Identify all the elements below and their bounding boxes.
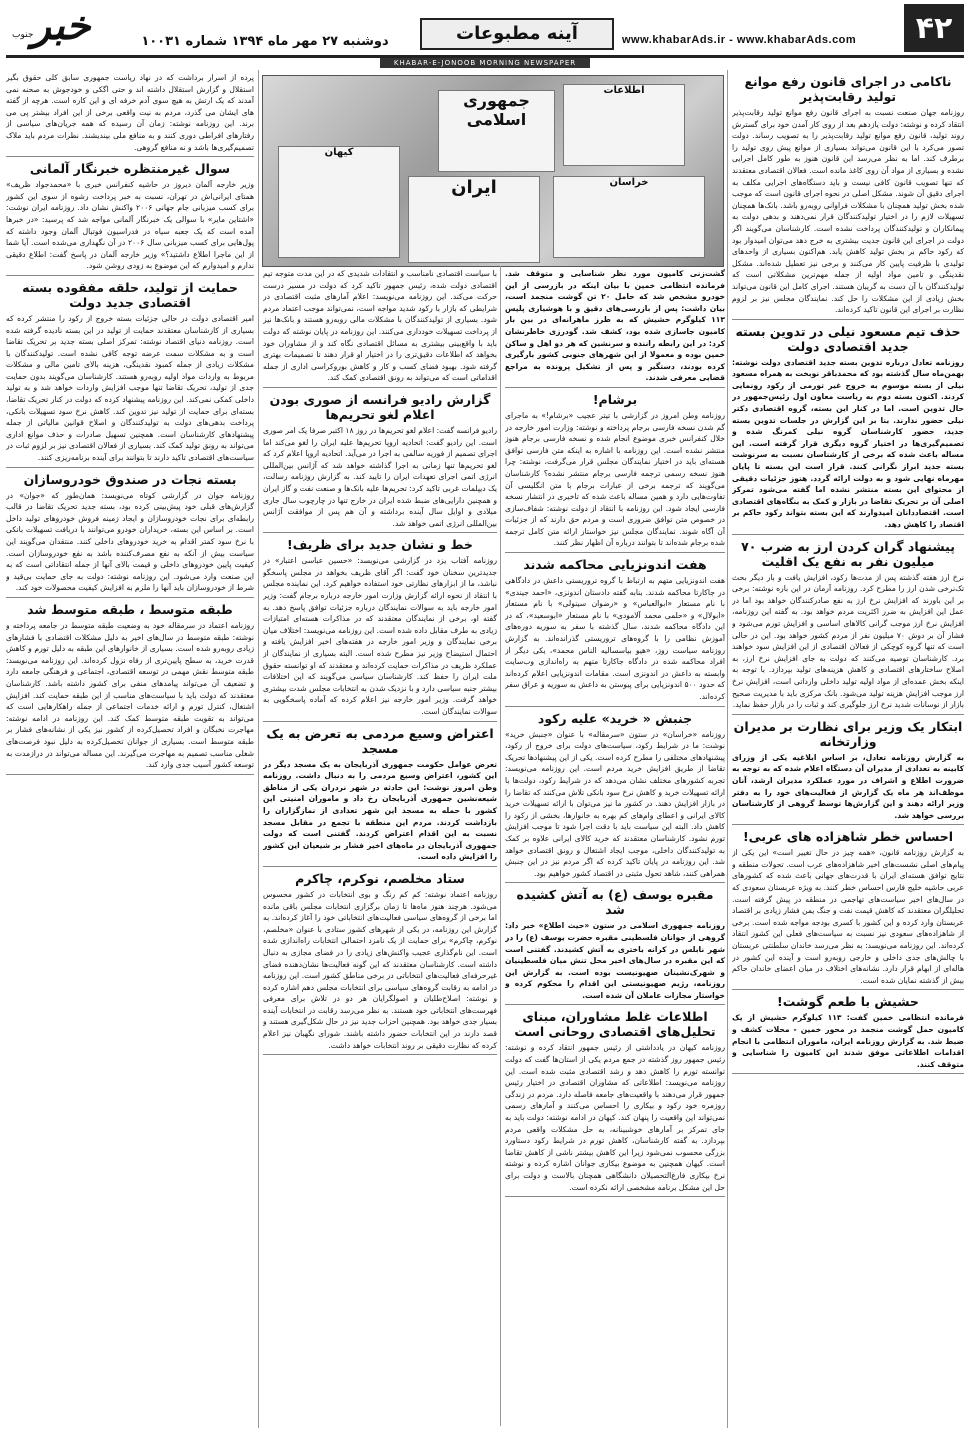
newspaper-front: جمهوری اسلامی (438, 90, 555, 172)
article-headline[interactable]: بسته نجات در صندوق خودروسازان (23, 471, 237, 487)
article-body: روزنامه جهان صنعت نسبت به اجرای قانون رفع موانع تولید رقابت‌پذیر انتقاد کرده و نوشته: دولت یازدهم بعد از روی کار آمدن خود برای گسترش روند تولید، قانون رفع موانع تولید رقابت‌پذیر را به تصویب رساند. دولت تصور می‌کرد با این قانون می‌تواند بسیاری از موانع پیش روی تولید را برطرف کند. اما به نظر می‌رسد این قانون هنوز به طور کامل اجرایی نشده و بسیاری از مواد آن روی کاغذ مانده است. فعالان اقتصادی معتقدند که تنها تصویب قانون کافی نیست و باید دستگاه‌های اجرایی مکلف به اجرای دقیق آن شوند. مشکل اصلی در نحوه اجرای قانون است که موجب شده بخش تولید همچنان با مشکلات فراوانی روبه‌رو باشد. بانک‌ها همچنان تسهیلات لازم را در اختیار تولیدکنندگان قرار نمی‌دهند و بدهی دولت به پیمانکاران و تولیدکنندگان پرداخت نشده است. کارشناسان می‌گویند اگر دولت در اجرای این قانون جدیت بیشتری به خرج دهد می‌توان امیدوار بود که رکود حاکم بر بخش تولید کاهش یابد. هم‌اکنون بسیاری از واحدهای تولیدی با ظرفیت پایین کار می‌کنند و برخی نیز تعطیل شده‌اند. مشکل نقدینگی و تامین مواد اولیه از جمله مهم‌ترین مشکلاتی است که تولیدکنندگان با آن دست به گریبان هستند. اجرای کامل این قانون می‌تواند بخش زیادی از این مشکلات را حل کند. نمایندگان مجلس نیز بر لزوم نظارت بر اجرای این قانون تاکید کرده‌اند. (732, 108, 964, 315)
article-divider (732, 534, 964, 535)
article-divider (505, 387, 725, 388)
article-headline[interactable]: هفت اندونزیایی محاکمه شدند (523, 557, 707, 573)
article-divider (263, 532, 497, 533)
article-divider (263, 721, 497, 722)
article (505, 392, 725, 553)
article-body: به گزارش روزنامه تعادل، بر اساس ابلاغیه یکی از وزرای کابینه به تعدادی از مدیران آن دستگاه اعلام شده که به توجه به ضرورت اطلاع و اشراف در مورد عملکرد مدیران ارشد، آنان موظف‌اند هر ماه یک گزارش از فعالیت‌های خود را به دفتر وزیر ارائه دهند و این گزارش‌ها توسط گروهی از کارشناسان بررسی خواهد شد. (732, 752, 964, 820)
article (6, 161, 254, 276)
newspaper-front: خراسان (553, 176, 705, 258)
article (6, 472, 254, 598)
article-headline[interactable]: اعتراض وسیع مردمی به تعرض به یک مسجد (266, 725, 494, 756)
newspaper-front: کیهان (278, 146, 400, 258)
section-title: آینه مطبوعات (420, 18, 614, 50)
article (6, 602, 254, 775)
column-middle-right (505, 268, 725, 1428)
article-body: فرمانده انتظامی خمین گفت: ۱۱۳ کیلوگرم حشیش از یک کامیون حمل گوشت منجمد در محور خمین - محلات کشف و ضبط شد. به گزارش روزنامه ایران، ماموران انتظامی با انجام اقدامات اطلاعاتی موفق شدند این کامیون را شناسایی و متوقف کنند. (732, 1013, 964, 1069)
article-headline[interactable]: ستاد مخلصم، نوکرم، چاکرم (295, 870, 465, 886)
article (505, 1009, 725, 1197)
article-divider (6, 275, 254, 276)
article-headline[interactable]: ناکامی در اجرای قانون رفع موانع تولید رقابت‌پذیر (744, 74, 952, 104)
article-body: هفت اندونزیایی متهم به ارتباط با گروه تروریستی داعش در دادگاهی در جاکارتا محاکمه شدند. بنابه گفته دادستان اندونزی، «احمد جیندی» با نام مستعار «ابوالعباس» و «رضوان سینولی» با نام مستعار «ابولال» و «حلمی محمد آلامودی» با نام مستعار «ابوسعید»، که در این دادگاه محاکمه شدند، سال گذشته با سفر به سوریه دوره‌های آموزش نظامی را با گروه‌های تروریستی گذرانده‌اند. به گزارش روزنامه سیاست روز، «هیو بیاسسالیه الناس محمد»، یکی دیگر از افراد محاکمه شده در دادگاه جاکارتا متهم به راه‌اندازی وب‌سایت وابسته به داعش در اندونزی است. مقامات اندونزیایی اعلام کرده‌اند که حدود ۵۰۰ اندونزیایی برای پیوستن به داعش به سوریه و عراق سفر کرده‌اند. (505, 576, 725, 701)
article-body: رادیو فرانسه گفت: اعلام لغو تحریم‌ها در روز ۱۸ اکتبر صرفا یک امر صوری است. این رادیو گفت: اتحادیه اروپا تحریم‌ها علیه ایران را لغو می‌کند اما اجرای تصمیم از فوریه سالمی به اجرا در می‌آید. اتحادیه اروپا اعلام کرد که لغو تحریم‌ها تنها زمانی به اجرا گذاشته خواهد شد که آژانس بین‌المللی انرژی اتمی اجرای تعهدات ایران را تایید کند. به گزارش روزنامه رسالت، یک دیپلمات غربی تاکید کرد: تحریم‌ها علیه بانک‌ها و صنعت نفت و گاز ایران و همچنین دارایی‌های ضبط شده ایران در خارج تنها در چارچوب سال جاری میلادی و اوایل سال آینده برداشته و آن هم پس از موافقت آژانس بین‌المللی انرژی اتمی خواهد شد. (263, 425, 497, 528)
article (263, 268, 497, 388)
article (263, 871, 497, 1055)
column-divider (258, 70, 259, 1428)
article-divider (6, 597, 254, 598)
column-divider (727, 70, 728, 1428)
article (732, 829, 964, 990)
article-body: روزنامه جوان در گزارشی کوتاه می‌نویسد: همان‌طور که «جوان» در گزارش‌های قبلی خود پیش‌بینی کرده بود، بسته جدید تحریک تقاضا در قالب رابطه‌ای برای نجات خودروسازان و ایجاد زمینه فروش خودروهای تولید داخل است. بر اساس این بسته، خریداران خودرو می‌توانند با دریافت تسهیلات بانکی با نرخ سود کمتر اقدام به خرید خودروهای داخلی کنند. منتقدان می‌گویند این سیاست بیش از آنکه به نفع مصرف‌کننده باشد به نفع خودروسازان است. کیفیت پایین خودروهای داخلی و قیمت بالای آنها از جمله انتقاداتی است که به این صنعت وارد می‌شود. این روزنامه نوشته: دولت به جای حمایت بی‌قید و شرط از خودروسازان باید آنها را ملزم به افزایش کیفیت محصولات خود کند. (6, 490, 254, 593)
article-body: روزنامه تعادل درباره تدوین بسته جدید اقتصادی دولت نوشته: بهمن‌ماه سال گذشته بود که محمدباقر نوبخت به همراه مسعود نیلی از بسته موسوم به خروج غیر تورمی از رکود رونمایی کردند. اکنون بسته دوم به ریاست معاون اول رئیس‌جمهور در حال تدوین است. اما در کنار این بسته، گروه اقتصادی دکتر نیلی حضور ندارند. بنا بر این گزارش در جلسات تدوین بسته جدید، حضور کارشناسان گروه نیلی کمرنگ شده و تصمیم‌گیری‌ها در اختیار گروه دیگری قرار گرفته است. این مساله باعث شده که برخی از کارشناسان نسبت به سرنوشت بسته جدید ابراز نگرانی کنند. قرار است این بسته تا پایان مهرماه نهایی شود و به دولت ارائه گردد. هنوز جزئیات دقیقی از محتوای این بسته منتشر نشده اما گفته می‌شود تمرکز اصلی آن بر تحریک تقاضا در بازار و کمک به بنگاه‌های اقتصادی است. اقتصاددانان امیدوارند که این بسته بتواند رکود حاکم بر اقتصاد را کاهش دهد. (732, 357, 964, 529)
article-divider (505, 882, 725, 883)
article (263, 726, 497, 867)
article-body: نرخ ارز هفته گذشته پس از مدت‌ها رکود، افزایش یافت و بار دیگر بحث تک‌نرخی شدن ارز را مطرح کرد. روزنامه آرمان در این باره نوشته: برخی بر این باورند که افزایش نرخ ارز به نفع صادرکنندگان خواهد بود اما در عمل این افزایش به ضرر اکثریت مردم خواهد بود. به گفته این روزنامه، افزایش نرخ ارز موجب گرانی کالاهای اساسی و افزایش تورم می‌شود و فشار آن بر دوش ۷۰ میلیون نفر از مردم کشور خواهد بود. این در حالی است که تنها گروه کوچکی از فعالان اقتصادی از این افزایش سود خواهند برد. کارشناسان توصیه می‌کنند که دولت به جای افزایش نرخ ارز، به اصلاح ساختارهای اقتصادی و کاهش هزینه‌های تولید بپردازد. با توجه به اینکه بخش عمده‌ای از مواد اولیه تولید داخلی وارداتی است، افزایش نرخ ارز موجب افزایش هزینه تولید می‌شود. بانک مرکزی باید با مدیریت صحیح بازار از نوسانات شدید نرخ ارز جلوگیری کند و ثبات را در بازار حفظ نماید. (732, 572, 964, 710)
english-subhead: KHABAR-E-JONOOB MORNING NEWSPAPER (380, 58, 590, 68)
article-divider (263, 1054, 497, 1055)
article-body: وزیر خارجه آلمان دیروز در حاشیه کنفرانس خبری با «محمدجواد ظریف» همتای ایرانی‌اش در تهران، نسبت به خبر پرداخت رشوه از سوی این کشور برای کسب میزبانی جام جهانی ۲۰۰۶ واکنش نشان داد. روزنامه ایران نوشت: «اشتاین مایر» با سوالی یک خبرنگار آلمانی مواجه شد که پرسید: «در خبرها آمده است که یک جعبه سیاه در فدراسیون فوتبال آلمان وجود داشته که پول‌هایی برای کسب میزبانی سال ۲۰۰۶ در آن نگهداری می‌شده است. آیا شما از این ماجرا اطلاع داشتید؟» وزیر خارجه آلمان در پاسخ گفت: اطلاع دقیقی ندارم و امیدوارم که این موضوع به زودی روشن شود. (6, 180, 254, 271)
article-body: روزنامه آفتاب یزد در گزارشی می‌نویسد: «حسین عباسی اعتبار» در جدیدترین سخنان خود گفت: اگر آقای ظریف بخواهد در مجلس پاسخگو نباشد، ما از ابزارهای نظارتی خود استفاده خواهیم کرد. این نماینده مجلس با انتقاد از نحوه ارائه گزارش وزارت امور خارجه درباره برجام گفت: وزیر امور خارجه باید به سوالات نمایندگان درباره جزئیات توافق پاسخ دهد. به گفته او، برخی از نمایندگان معتقدند که در مذاکرات هسته‌ای امتیازات زیادی به طرف مقابل داده شده است. این روزنامه می‌نویسد: اختلاف میان برخی نمایندگان و وزیر امور خارجه در هفته‌های اخیر افزایش یافته و احتمال استیضاح وزیر نیز مطرح شده است. البته بسیاری از نمایندگان از عملکرد ظریف در مذاکرات حمایت کرده‌اند و معتقدند که او توانسته حقوق ملت ایران را حفظ کند. کارشناسان سیاسی می‌گویند که این اختلافات بیشتر جنبه سیاسی دارد و با نزدیک شدن به انتخابات مجلس شدت بیشتری خواهد گرفت. وزیر امور خارجه نیز اعلام کرده که آماده پاسخگویی به سوالات نمایندگان است. (263, 556, 497, 716)
article (505, 887, 725, 1005)
article-divider (505, 1004, 725, 1005)
article-divider (6, 156, 254, 157)
newspaper-front: ایران (408, 176, 540, 263)
article-headline[interactable]: حشیش با طعم گوشت! (777, 994, 919, 1010)
article (732, 719, 964, 826)
column-right (732, 72, 964, 1430)
masthead (0, 0, 970, 58)
article-divider (732, 989, 964, 990)
article-body: تعرض عوامل حکومت جمهوری آذربایجان به یک مسجد دیگر در این کشور، اعتراض وسیع مردمی را به دنبال داشت. روزنامه وطن امروز نوشت: این حادثه در شهر نردران یکی از مناطق شیعه‌نشین جمهوری آذربایجان رخ داد و ماموران امنیتی این کشور با حمله به مسجد این شهر تعدادی از نمازگزاران را بازداشت کردند. مردم این منطقه با تجمع در مقابل مسجد نسبت به این اقدام اعتراض کردند. گفتنی است که دولت جمهوری آذربایجان در ماه‌های اخیر فشار بر شیعیان این کشور را افزایش داده است. (263, 759, 497, 862)
article (263, 392, 497, 533)
article-divider (505, 552, 725, 553)
article-body: پرده از اسرار برداشت که در نهاد ریاست جمهوری سابق کلی حقوق بگیر استقلال و گزارش استقلال داشته اند و حتی اگکی و خودجوش به صحنه نمی آمدند که یک ارتش به هیچ سوی آدم خرفه ای و این کاره است. هرچه از گفته های ایشان می گذرد، مردم به نیت واقعی برخی از این افراد بیشتر پی می برند. این روزنامه نوشته: زمان آن رسیده که همه جریان‌های سیاسی از رفتارهای افراطی دوری کنند و به منافع ملی بیندیشند. نظرات مردم باید ملاک تصمیم‌گیری‌ها باشد و نه منافع گروهی. (6, 73, 254, 152)
article-headline[interactable]: طبقه متوسط ، طبقه متوسط شد (27, 601, 233, 617)
article-headline[interactable]: ابتکار یک وزیر برای نظارت بر مدیران وزارتخانه (733, 718, 963, 749)
article-headline[interactable]: احساس خطر شاهزاده های عربی! (742, 829, 953, 845)
article-body: به گزارش روزنامه قانون، «همه چیز در حال تغییر است» این یکی از پیام‌های اصلی نشست‌های اخیر شاهزاده‌های عرب است. تحولات منطقه و نتایج توافق هسته‌ای ایران با قدرت‌های جهانی باعث شده که کشورهای عربی حاشیه خلیج فارس احساس خطر کنند. به ویژه عربستان سعودی که در سال‌های اخیر سیاست‌های تهاجمی در منطقه در پیش گرفته است. تحلیلگران معتقدند که کاهش قیمت نفت و جنگ یمن فشار زیادی بر اقتصاد عربستان وارد کرده و این کشور با کسری بودجه مواجه شده است. برخی از شاهزاده‌های سعودی نیز نسبت به سیاست‌های فعلی این کشور انتقاد کرده‌اند. این روزنامه می‌نویسد: به نظر می‌رسد خاندان سلطنتی عربستان با چالش‌های جدی داخلی و خارجی روبه‌رو است و آینده این کشور در هاله‌ای از ابهام قرار دارد. نشانه‌های اختلاف در میان اعضای خاندان حاکم بیش از گذشته نمایان شده است. (732, 848, 964, 985)
article-headline[interactable]: سوال غیرمنتظره خبرنگار آلمانی (29, 161, 231, 177)
article (505, 268, 725, 388)
article-divider (732, 319, 964, 320)
newspapers-photo (262, 75, 724, 267)
article (732, 994, 964, 1074)
article-body: روزنامه کیهان در یادداشتی از رئیس جمهور انتقاد کرده و نوشته: رئیس جمهور روز گذشته در جمع مردم یکی از استان‌ها گفت که دولت توانسته تورم را کاهش دهد و رشد اقتصادی مثبت شده است. این روزنامه می‌نویسد: اطلاعاتی که مشاوران اقتصادی در اختیار رئیس جمهور قرار می‌دهند با واقعیت‌های جامعه فاصله دارد. مردم در زندگی روزمره خود رکود و بیکاری را احساس می‌کنند و آمارهای رسمی نمی‌تواند این واقعیت را پنهان کند. کیهان در ادامه نوشته: دولت باید به جای تمرکز بر آمارهای خوشبینانه، به حل مشکلات واقعی مردم بپردازد. به گفته کارشناسان، کاهش تورم در شرایط رکود دستاورد بزرگی محسوب نمی‌شود زیرا این کاهش بیشتر ناشی از کاهش تقاضا است. کیهان همچنین به موضوع بیکاری جوانان اشاره کرده و نوشته نرخ بیکاری فارغ‌التحصیلان دانشگاهی همچنان بالاست و دولت برای حل این مشکل برنامه مشخصی ارائه نکرده است. (505, 1043, 725, 1192)
article (732, 539, 964, 715)
article-headline[interactable]: حذف تیم مسعود نیلی در تدوین بسته جدید اقتصادی دولت (735, 323, 961, 354)
article-body: روزنامه «خراسان» در ستون «سرمقاله» با عنوان «جنبش خرید» نوشت: ما در شرایط رکود، سیاست‌های دولت برای خروج از رکود، پیشنهادهای مختلفی را مطرح کرده است. یکی از این پیشنهادها تحریک تقاضا از طریق افزایش خرید مردم است. این روزنامه می‌نویسد: تجربه کشورهای مختلف نشان می‌دهد که در شرایط رکود، دولت‌ها با ارائه تسهیلات خرید و کاهش نرخ سود بانکی تلاش می‌کنند که تقاضا را در بازار افزایش دهند. در کشور ما نیز می‌توان با ارائه تسهیلات خرید کالای ایرانی و اعطای وام‌های کم بهره به خانوارها، بخشی از رکود را کاهش داد. البته این سیاست باید با دقت اجرا شود تا موجب افزایش تورم نشود. کارشناسان معتقدند که خرید کالای ایرانی علاوه بر کمک به تولیدکنندگان داخلی، موجب ایجاد اشتغال و رونق اقتصادی خواهد شد. این روزنامه در پایان تاکید کرده که اگر مردم نیز در این جنبش همراهی کنند، شاهد تحول مثبتی در اقتصاد کشور خواهیم بود. (505, 729, 725, 878)
dateline: دوشنبه ۲۷ مهر ماه ۱۳۹۴ شماره ۱۰۰۳۱ (141, 34, 389, 49)
newspaper-front: اطلاعات (563, 84, 685, 166)
article-headline[interactable]: حمایت از تولید، حلقه مفقوده بسته اقتصادی جدید دولت (22, 279, 238, 310)
article-divider (505, 706, 725, 707)
article-body: گشت‌زنی کامیون مورد نظر شناسایی و متوقف شد. فرمانده انتظامی خمین با بیان اینکه در بازرسی از این خودرو مشخص شد که حامل ۲۰ تن گوشت منجمد است، بیان داشت: پس از بازرسی‌های دقیق و با هوشیاری پلیس ۱۱۳ کیلوگرم حشیش که به طرز ماهرانه‌ای در بین بار کامیون جاسازی شده بود، کشف شد. گودرزی خاطرنشان کرد: در این رابطه راننده و سرنشین که هر دو اهل و ساکن خمین بوده و معمولا از این شهرهای جنوبی کشور بارگیری کرده بودند، دستگیر و پس از تشکیل پرونده به مراجع قضایی معرفی شدند. (505, 269, 725, 383)
article-body: با سیاست اقتصادی نامناسب و انتقادات شدیدی که در این مدت متوجه تیم اقتصادی دولت شده، رئیس جمهور تاکید کرد که دولت در مسیر درست حرکت می‌کند. این روزنامه می‌نویسد: اعلام آمارهای مثبت اقتصادی در شرایطی که بازار با رکود شدید مواجه است، نمی‌تواند موجب اعتماد مردم شود. بسیاری از تولیدکنندگان با مشکلات مالی روبه‌رو هستند و بانک‌ها نیز از پرداخت تسهیلات خودداری می‌کنند. این روزنامه در پایان نوشته که دولت باید با واقع‌بینی بیشتری به مسائل اقتصادی نگاه کند و از مشاوران خود بخواهد که اطلاعات دقیق‌تری را در اختیار او قرار دهند تا تصمیمات بهتری گرفته شود. بهبود فضای کسب و کار و کاهش بوروکراسی اداری از جمله اقداماتی است که می‌تواند به رونق اقتصادی کمک کند. (263, 269, 497, 383)
article-body: روزنامه اعتماد نوشته: کم کم رنگ و بوی انتخابات در کشور محسوس می‌شود. هرچند هنوز ماه‌ها تا زمان برگزاری انتخابات مجلس باقی مانده اما برخی از گروه‌های سیاسی فعالیت‌های انتخاباتی خود را آغاز کرده‌اند. به گزارش این روزنامه، در یکی از شهرهای کشور ستادی با عنوان «مخلصم، نوکرم، چاکرم» برای حمایت از یک نامزد احتمالی انتخابات راه‌اندازی شده است. این نام‌گذاری عجیب واکنش‌های زیادی را در فضای مجازی به دنبال داشته است. کارشناسان معتقدند که این گونه فعالیت‌ها نشان‌دهنده فضای غیرحرفه‌ای فعالیت‌های انتخاباتی در برخی مناطق کشور است. این روزنامه در ادامه به رقابت گروه‌های سیاسی برای انتخابات مجلس دهم اشاره کرده و نوشته: اصلاح‌طلبان و اصولگرایان هر دو در تلاش برای معرفی فهرست‌های انتخاباتی خود هستند. به نظر می‌رسد رقابت در انتخابات آینده بسیار جدی خواهد بود. همچنین احزاب جدید نیز در حال شکل‌گیری هستند و قصد دارند در این انتخابات حضور داشته باشند. شورای نگهبان نیز اعلام کرده که نظارت دقیقی بر روند انتخابات خواهد داشت. (263, 889, 497, 1050)
article-divider (263, 866, 497, 867)
article-headline[interactable]: برشام! (592, 391, 638, 407)
article (6, 280, 254, 468)
column-divider (500, 266, 501, 1426)
article-divider (732, 1073, 964, 1074)
article-headline[interactable]: پیشنهاد گران کردن ارز به ضرب ۷۰ میلیون نفر به نفع یک اقلیت (741, 538, 955, 569)
article (732, 324, 964, 535)
page-number: ۴۲ (904, 4, 964, 52)
article-divider (732, 824, 964, 825)
article-body: روزنامه وطن امروز در گزارشی با تیتر عجیب «برشام!» به ماجرای گم شدن نسخه فارسی برجام پرداخته و نوشته: وزارت امور خارجه در خلال کنفرانس خبری موضوع انجام شده و نسخه فارسی برجام هنوز منتشر نشده است. این روزنامه با اشاره به اینکه متن فارسی توافق هسته‌ای باید در اختیار نمایندگان مجلس قرار می‌گرفت، نوشته: چرا هنوز نسخه رسمی ترجمه فارسی برجام منتشر نشده؟ کارشناسان می‌گویند که ترجمه برخی از عبارات برجام با متن انگلیسی آن تفاوت‌هایی دارد و همین مساله باعث شده که تاخیری در انتشار نسخه فارسی ایجاد شود. این روزنامه با انتقاد از دولت نوشته: شفاف‌سازی در خصوص متن توافق ضروری است و مردم حق دارند که از جزئیات آن آگاه شوند. نمایندگان مجلس نیز خواستار ارائه متن کامل ترجمه شده برجام شده‌اند تا بتوانند درباره آن اظهار نظر کنند. (505, 410, 725, 548)
website-url[interactable]: www.khabarAds.ir - www.khabarAds.com (622, 34, 857, 46)
column-middle-left (263, 268, 497, 1428)
article-body: امیر اقتصادی دولت در حالی جزئیات بسته خروج از رکود را منتشر کرده که بسیاری از کارشناسان معتقدند حمایت از تولید در این بسته نادیده گرفته شده است. روزنامه دنیای اقتصاد نوشته: تمرکز اصلی بسته جدید بر تحریک تقاضا است و به مشکلات سمت عرضه توجه کافی نشده است. تولیدکنندگان با مشکلات زیادی از جمله کمبود نقدینگی، هزینه بالای تامین مالی و مشکلات مربوط به واردات مواد اولیه روبه‌رو هستند. کارشناسان می‌گویند بدون حمایت جدی از تولید، تحریک تقاضا تنها موجب افزایش واردات خواهد شد و به تولید داخلی کمکی نمی‌کند. این روزنامه پیشنهاد کرده که دولت در کنار تحریک تقاضا، بسته‌ای برای حمایت از تولید نیز تدوین کند. کاهش نرخ سود تسهیلات بانکی، پرداخت بدهی‌های دولت به تولیدکنندگان و اصلاح قوانین مالیاتی از جمله پیشنهادهای کارشناسان است. همچنین تسهیل صادرات و حذف موانع اداری می‌تواند به رونق تولید کمک کند. بسیاری از فعالان اقتصادی نیز بر لزوم ثبات در سیاست‌های اقتصادی تاکید دارند تا بتوانند برای آینده برنامه‌ریزی کنند. (6, 313, 254, 463)
logo (6, 2, 116, 54)
column-left (6, 72, 254, 1430)
article-headline[interactable]: گزارش رادیو فرانسه از صوری بودن اعلام لغو تحریم‌ها (269, 391, 491, 422)
logo-sub: جنوب (12, 30, 34, 40)
article-divider (505, 1196, 725, 1197)
article-headline[interactable]: جنبش « خرید» علیه رکود (537, 710, 693, 726)
article-headline[interactable]: اطلاعات غلط مشاوران، مبنای تحلیل‌های اقتصادی روحانی است (514, 1009, 716, 1040)
article-body: روزنامه اعتماد در سرمقاله خود به وضعیت طبقه متوسط در جامعه پرداخته و نوشته: طبقه متوسط در سال‌های اخیر به دلیل مشکلات اقتصادی با فشارهای زیادی روبه‌رو شده است. بسیاری از خانوارهای این طبقه به دلیل تورم و کاهش قدرت خرید، به سطح پایین‌تری از رفاه نزول کرده‌اند. این روزنامه می‌نویسد: طبقه متوسط نقش مهمی در توسعه اقتصادی، اجتماعی و فرهنگی جامعه دارد و تضعیف آن می‌تواند پیامدهای منفی برای کشور داشته باشد. کارشناسان معتقدند که دولت باید با سیاست‌های مناسب از این طبقه حمایت کند. افزایش اشتغال، کنترل تورم و ارائه خدمات اجتماعی از جمله راهکارهایی است که می‌تواند به تقویت طبقه متوسط کمک کند. این روزنامه در ادامه نوشته: مهاجرت نخبگان و افراد تحصیل‌کرده از کشور نیز یکی از نشانه‌های فشار بر طبقه متوسط است. بسیاری از جوانان تحصیل‌کرده به دلیل نبود فرصت‌های شغلی مناسب تصمیم به مهاجرت می‌گیرند. این مساله می‌تواند در درازمدت به توسعه کشور آسیب جدی وارد کند. (6, 620, 254, 770)
article (6, 72, 254, 157)
article (505, 557, 725, 707)
article-body: روزنامه جمهوری اسلامی در ستون «حیث اطلاع» خبر داد: گروهی از جوانان فلسطینی مقبره حضرت یوسف (ع) را در شهر نابلس در کرانه باختری به آتش کشیدند. گفتنی است که این مقبره در سال‌های اخیر محل تنش میان فلسطینیان و شهرک‌نشینان صهیونیست بوده است. به گزارش این روزنامه، رژیم صهیونیستی این اقدام را محکوم کرده و خواستار مجازات عاملان آن شده است. (505, 921, 725, 1000)
article-headline[interactable]: مقبره یوسف (ع) به آتش کشیده شد (516, 887, 714, 918)
article-divider (263, 387, 497, 388)
article-divider (6, 774, 254, 775)
article-headline[interactable]: خط و نشان جدید برای ظریف! (287, 537, 473, 553)
article-divider (732, 714, 964, 715)
article (732, 74, 964, 320)
article-divider (6, 467, 254, 468)
article (263, 537, 497, 721)
article (505, 711, 725, 884)
logo-text: خبر (31, 2, 91, 49)
